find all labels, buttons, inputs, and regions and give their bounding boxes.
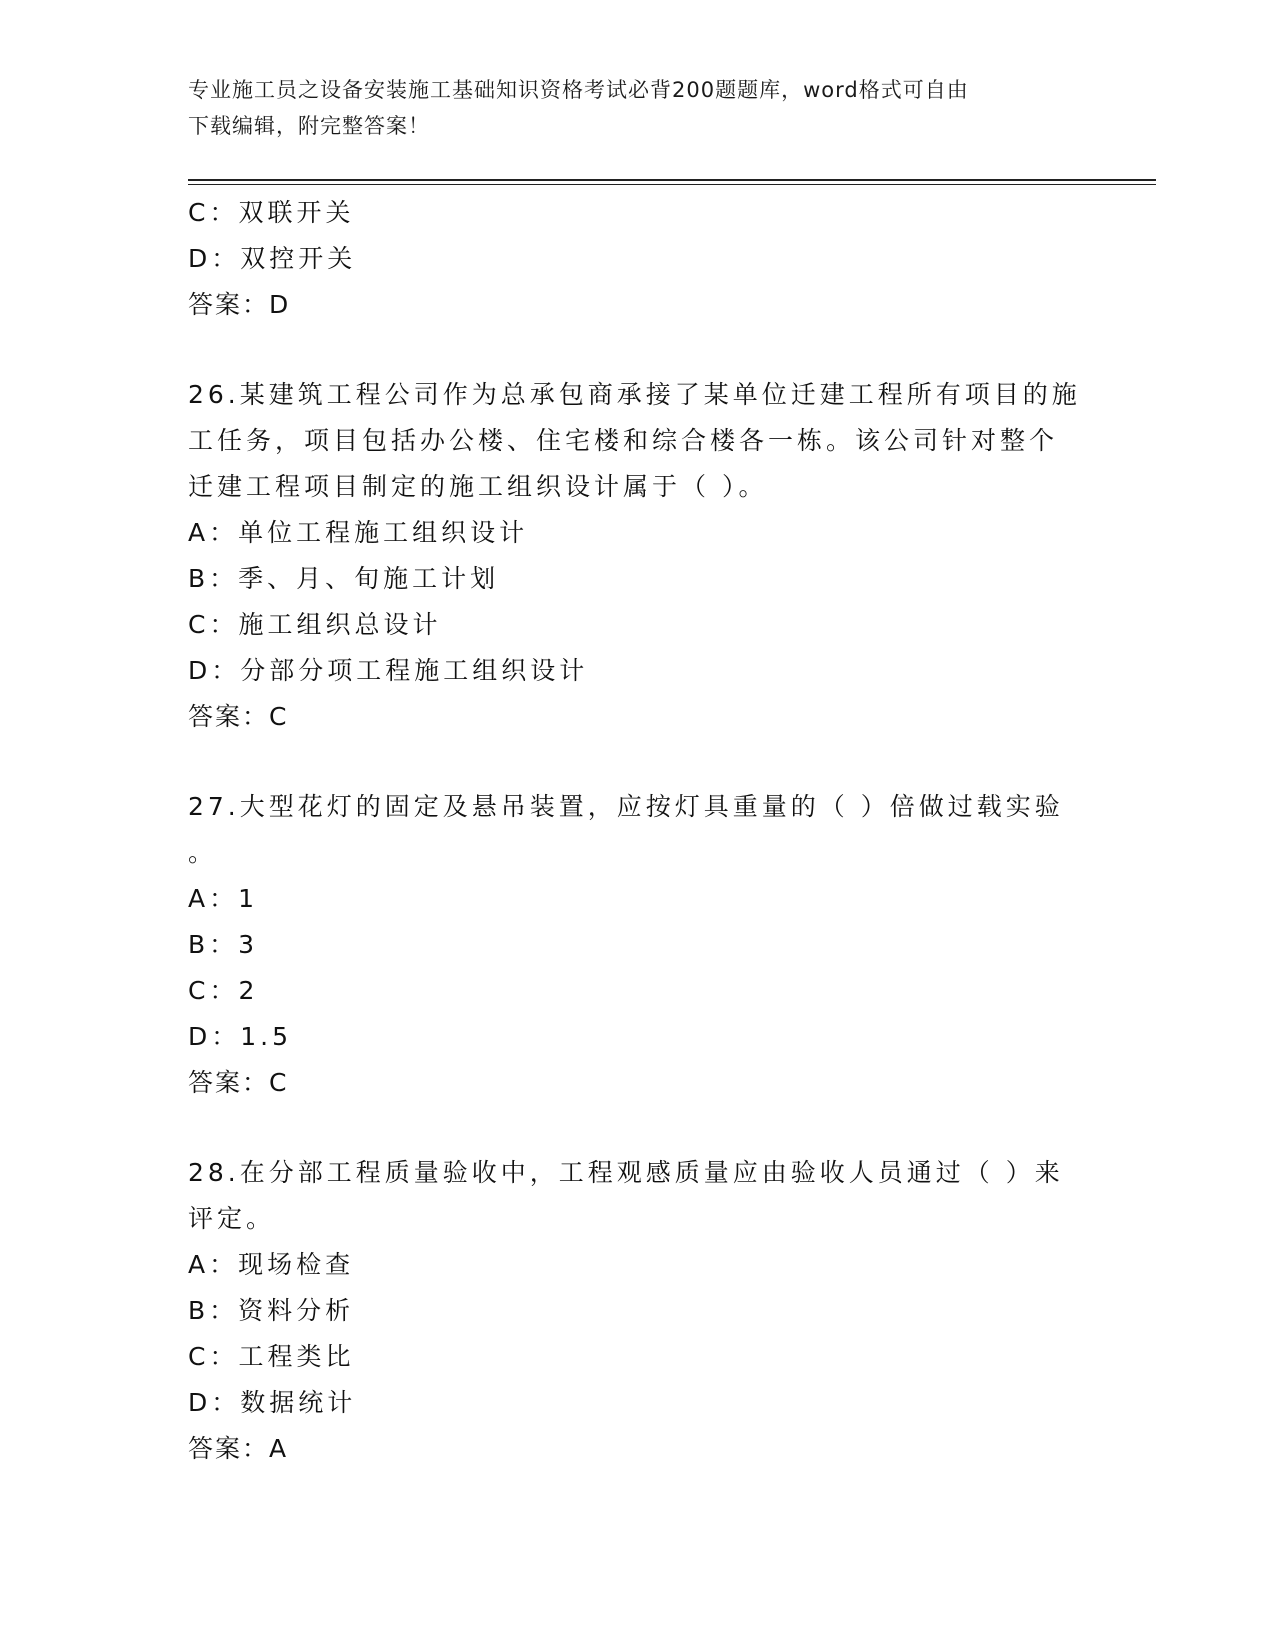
option-c: C：施工组织总设计 [188, 610, 442, 639]
option-a: A：现场检查 [188, 1250, 355, 1279]
question-stem-line: 27.大型花灯的固定及悬吊装置，应按灯具重量的（ ）倍做过载实验 [188, 792, 1064, 821]
option-c: C：2 [188, 976, 259, 1005]
header-line-1: 专业施工员之设备安装施工基础知识资格考试必背200题题库，word格式可自由 [188, 78, 969, 102]
question-27 [188, 784, 1088, 1106]
question-stem-line: 。 [188, 838, 218, 867]
answer-line: 答案：D [188, 290, 291, 319]
header-rule-thin [188, 184, 1156, 185]
question-content [188, 190, 1088, 1472]
option-d: D：双控开关 [188, 244, 357, 273]
option-c: C：工程类比 [188, 1342, 355, 1371]
answer-line: 答案：C [188, 702, 289, 731]
option-b: B：3 [188, 930, 259, 959]
option-d: D：分部分项工程施工组织设计 [188, 656, 589, 685]
question-stem-line: 28.在分部工程质量验收中，工程观感质量应由验收人员通过（ ）来 [188, 1158, 1064, 1187]
option-d: D：数据统计 [188, 1388, 357, 1417]
option-a: A：1 [188, 884, 259, 913]
option-a: A：单位工程施工组织设计 [188, 518, 529, 547]
header-line-2: 下载编辑，附完整答案！ [188, 114, 430, 138]
answer-line: 答案：C [188, 1068, 289, 1097]
question-stem-line: 26.某建筑工程公司作为总承包商承接了某单位迁建工程所有项目的施 [188, 380, 1081, 409]
answer-line: 答案：A [188, 1434, 289, 1463]
header-rule-thick [188, 179, 1156, 181]
question-stem-line: 工任务，项目包括办公楼、住宅楼和综合楼各一栋。该公司针对整个 [188, 426, 1059, 455]
question-26 [188, 372, 1088, 740]
question-stem-line: 评定。 [188, 1204, 276, 1233]
option-b: B：季、月、旬施工计划 [188, 564, 500, 593]
document-header [188, 72, 1088, 144]
option-c: C：双联开关 [188, 198, 355, 227]
previous-question-tail [188, 190, 1088, 328]
option-b: B：资料分析 [188, 1296, 355, 1325]
option-d: D：1.5 [188, 1022, 293, 1051]
question-28 [188, 1150, 1088, 1472]
question-stem-line: 迁建工程项目制定的施工组织设计属于（ ）。 [188, 472, 768, 501]
